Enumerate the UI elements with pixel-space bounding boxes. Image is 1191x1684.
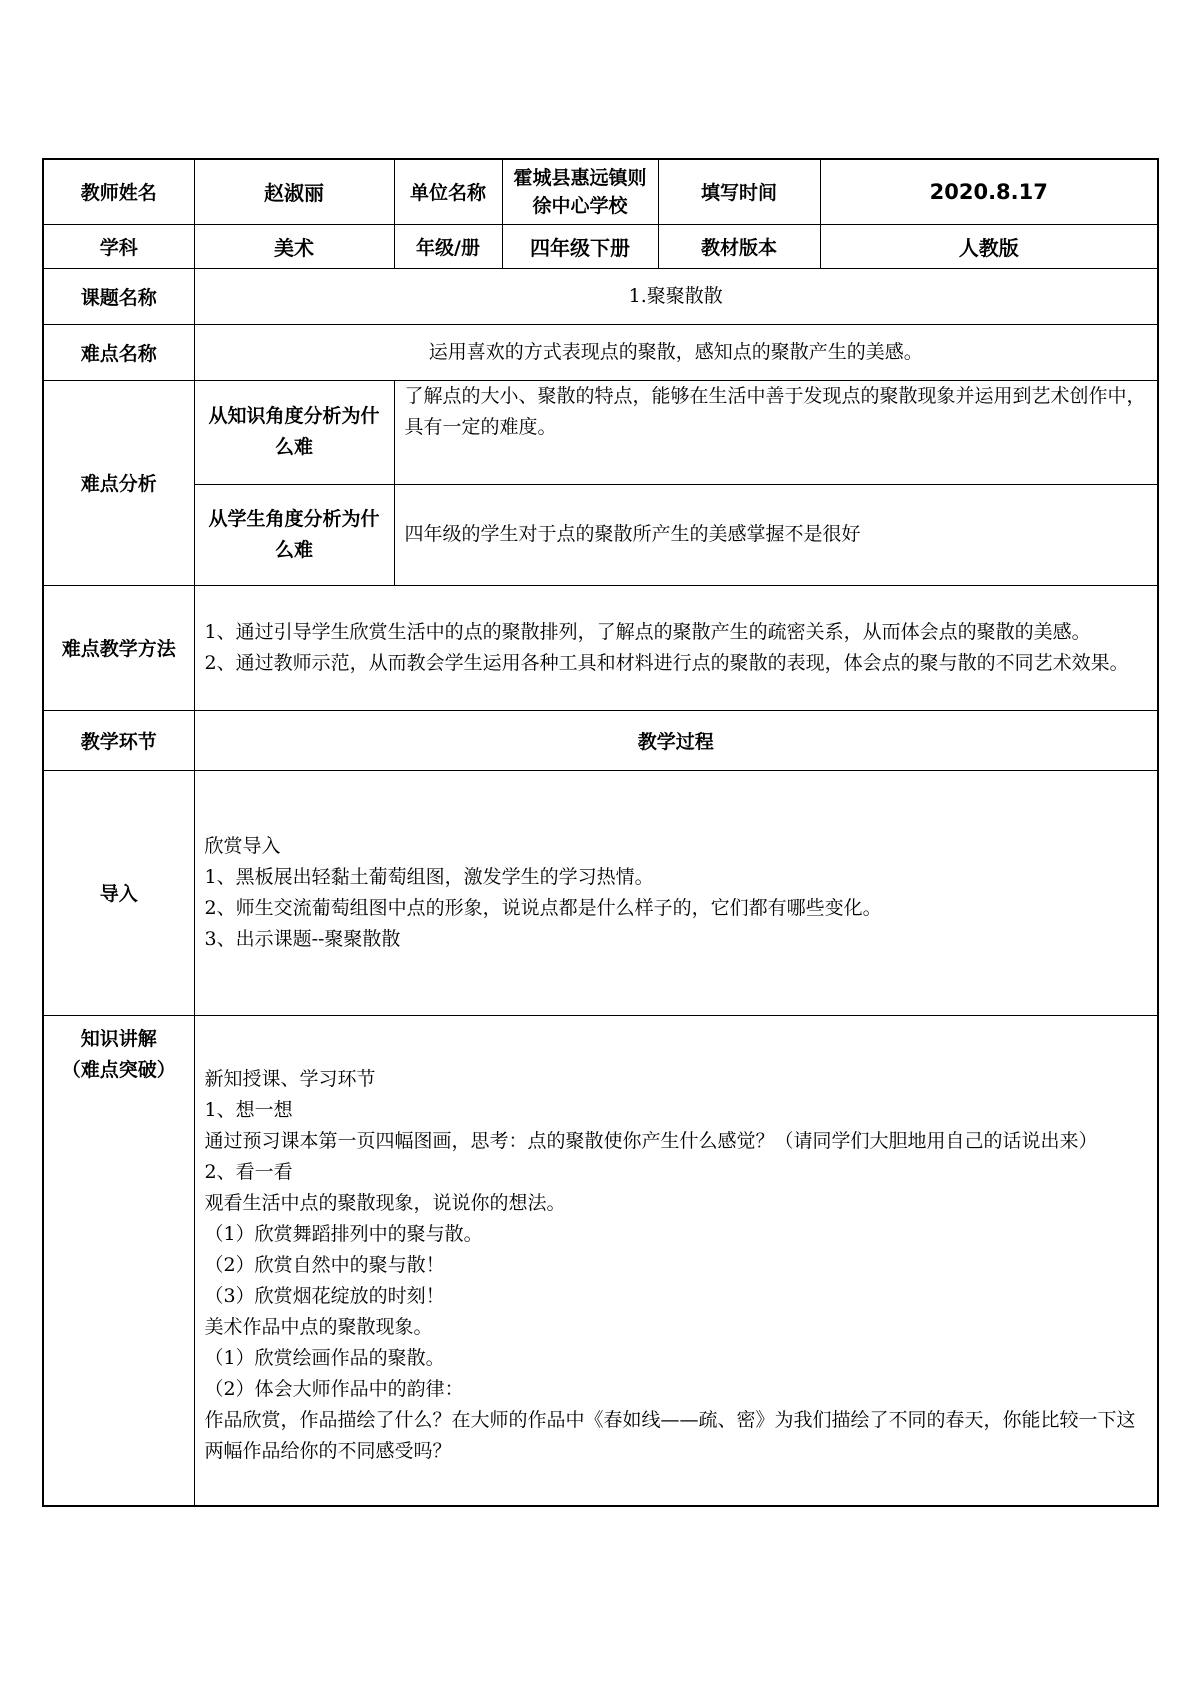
header-row-1 <box>43 159 1158 224</box>
method-line-1: 1、通过引导学生欣赏生活中的点的聚散排列，了解点的聚散产生的疏密关系，从而体会点的聚散的美感。 <box>204 620 1091 643</box>
intro-label: 导入 <box>43 770 194 1015</box>
difficulty-label: 难点名称 <box>43 324 194 380</box>
knowledge-line-9: 美术作品中点的聚散现象。 <box>204 1315 433 1338</box>
knowledge-line-1: 新知授课、学习环节 <box>204 1067 376 1090</box>
difficulty-row <box>43 324 1158 380</box>
knowledge-line-5: 观看生活中点的聚散现象，说说你的想法。 <box>204 1191 566 1214</box>
knowledge-label-line-2: （难点突破） <box>61 1058 176 1081</box>
knowledge-content <box>194 1015 1158 1506</box>
grade-value: 四年级下册 <box>502 224 658 268</box>
analysis-knowledge-label: 从知识角度分析为什么难 <box>194 380 394 484</box>
edition-label: 教材版本 <box>658 224 820 268</box>
knowledge-line-7: （2）欣赏自然中的聚与散！ <box>204 1253 445 1276</box>
knowledge-label-line-1: 知识讲解 <box>80 1027 157 1050</box>
knowledge-line-8: （3）欣赏烟花绽放的时刻！ <box>204 1284 445 1307</box>
topic-value: 1.聚聚散散 <box>194 268 1158 324</box>
header-row-2 <box>43 224 1158 268</box>
intro-content <box>194 770 1158 1015</box>
subject-label: 学科 <box>43 224 194 268</box>
intro-line-4: 3、出示课题--聚聚散散 <box>204 927 401 950</box>
method-line-2: 2、通过教师示范，从而教会学生运用各种工具和材料进行点的聚散的表现，体会点的聚与散的不同艺术效果。 <box>204 651 1129 674</box>
knowledge-label <box>43 1015 194 1506</box>
process-header-row <box>43 710 1158 770</box>
knowledge-line-12: 作品欣赏，作品描绘了什么？在大师的作品中《春如线——疏、密》为我们描绘了不同的春天，你能比较一下这两幅作品给你的不同感受吗？ <box>204 1408 1136 1462</box>
analysis-label: 难点分析 <box>43 380 194 585</box>
knowledge-line-6: （1）欣赏舞蹈排列中的聚与散。 <box>204 1222 483 1245</box>
intro-line-3: 2、师生交流葡萄组图中点的形象，说说点都是什么样子的，它们都有哪些变化。 <box>204 896 882 919</box>
intro-line-2: 1、黑板展出轻黏土葡萄组图，激发学生的学习热情。 <box>204 865 654 888</box>
teacher-name-label: 教师姓名 <box>43 159 194 224</box>
topic-label: 课题名称 <box>43 268 194 324</box>
edition-value: 人教版 <box>820 224 1158 268</box>
analysis-knowledge-row <box>43 380 1158 484</box>
knowledge-line-10: （1）欣赏绘画作品的聚散。 <box>204 1346 445 1369</box>
method-row <box>43 585 1158 710</box>
teacher-name-value: 赵淑丽 <box>194 159 394 224</box>
grade-label: 年级/册 <box>394 224 502 268</box>
knowledge-line-11: （2）体会大师作品中的韵律： <box>204 1377 464 1400</box>
intro-row <box>43 770 1158 1015</box>
analysis-student-label: 从学生角度分析为什么难 <box>194 484 394 585</box>
topic-row <box>43 268 1158 324</box>
fill-time-value: 2020.8.17 <box>820 159 1158 224</box>
method-content <box>194 585 1158 710</box>
unit-name-label: 单位名称 <box>394 159 502 224</box>
knowledge-line-2: 1、想一想 <box>204 1098 293 1121</box>
unit-name-value: 霍城县惠远镇则徐中心学校 <box>502 159 658 224</box>
knowledge-row <box>43 1015 1158 1506</box>
analysis-student-text: 四年级的学生对于点的聚散所产生的美感掌握不是很好 <box>394 484 1158 585</box>
stage-header-label: 教学环节 <box>43 710 194 770</box>
fill-time-label: 填写时间 <box>658 159 820 224</box>
knowledge-line-3: 通过预习课本第一页四幅图画，思考：点的聚散使你产生什么感觉？（请同学们大胆地用自己的话说出来） <box>204 1129 1098 1152</box>
intro-line-1: 欣赏导入 <box>204 834 281 857</box>
method-label: 难点教学方法 <box>43 585 194 710</box>
difficulty-value: 运用喜欢的方式表现点的聚散，感知点的聚散产生的美感。 <box>194 324 1158 380</box>
subject-value: 美术 <box>194 224 394 268</box>
analysis-knowledge-text: 了解点的大小、聚散的特点，能够在生活中善于发现点的聚散现象并运用到艺术创作中，具有一定的难度。 <box>394 380 1158 484</box>
process-header-label: 教学过程 <box>194 710 1158 770</box>
knowledge-line-4: 2、看一看 <box>204 1160 293 1183</box>
analysis-student-row <box>43 484 1158 585</box>
lesson-plan-table <box>42 158 1159 1507</box>
